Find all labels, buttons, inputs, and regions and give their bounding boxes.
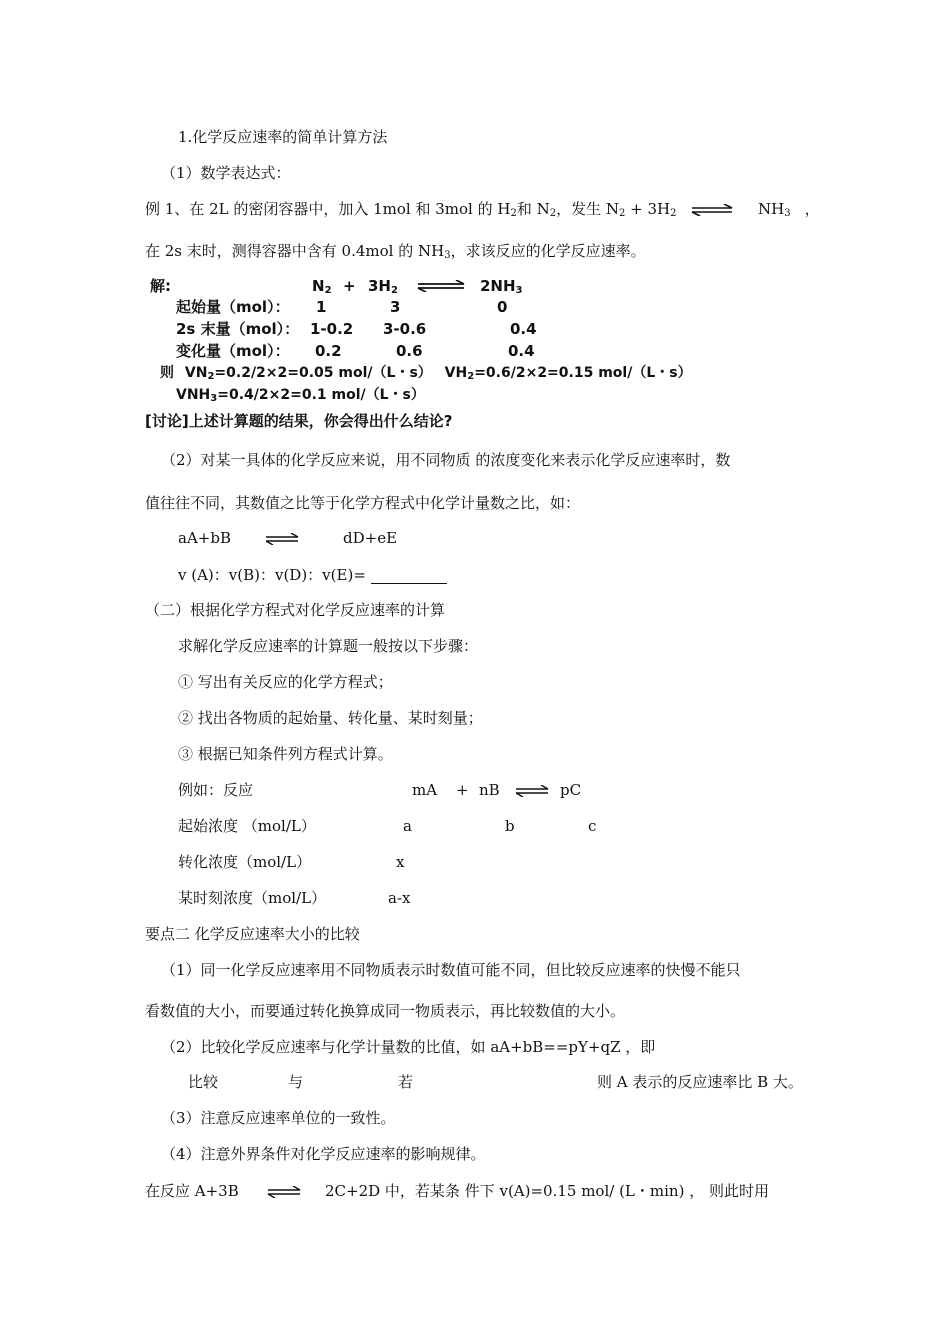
example2-nb: nB <box>479 781 500 799</box>
solution-row1-val: 1 <box>316 298 327 316</box>
solution-row2-val: 1-0.2 <box>310 320 354 338</box>
point2-p2-line1: （2）比较化学反应速率与化学计量数的比值，如 aA+bB==pY+qZ ，即 <box>161 1038 656 1056</box>
equilibrium-arrow-icon <box>266 1186 302 1198</box>
solution-rate-line2: $VNH_3=0.4/2\times 2=0.1$ mol/（L・s） <box>176 387 425 404</box>
example1-line2: 在 2s 末时，测得容器中含有 0.4mol 的 $NH_3$，求该反应的化学反应速率。 <box>145 242 646 261</box>
solution-row2-val: 0.4 <box>510 320 537 338</box>
step-item: ② 找出各物质的起始量、转化量、某时刻量； <box>178 709 483 727</box>
generic-eq-right: dD+eE <box>343 529 398 547</box>
solution-eq-n2: $N_2$ <box>312 277 332 296</box>
point2-p1-line1: （1）同一化学反应速率用不同物质表示时数值可能不同，但比较反应速率的快慢不能只 <box>161 961 741 979</box>
point2-p2-word: 则 A 表示的反应速率比 B 大。 <box>597 1073 803 1091</box>
solution-label: 解: <box>150 277 171 295</box>
equilibrium-arrow-icon <box>514 785 550 797</box>
equilibrium-arrow-icon <box>264 533 300 545</box>
solution-row3-val: 0.6 <box>396 342 423 360</box>
example2-pc: pC <box>560 781 582 799</box>
sub2-line2: 值往往不同，其数值之比等于化学方程式中化学计量数之比，如： <box>145 494 581 512</box>
solution-row2-val: 3-0.6 <box>383 320 427 338</box>
section2-title: （二）根据化学方程式对化学反应速率的计算 <box>145 601 446 619</box>
example1-line1: 例 1、在 2L 的密闭容器中，加入 1mol 和 3mol 的 $H_2$和 $N_2$，发生 $N_2 + 3H_2$ <box>145 200 677 219</box>
example2-label: 例如：反应 <box>178 781 254 799</box>
steps-intro: 求解化学反应速率的计算题一般按以下步骤： <box>178 637 479 655</box>
example2-ma: mA <box>412 781 438 799</box>
example2-row1-val: a <box>403 817 412 835</box>
ratio-line: v (A)：v(B)：v(D)：v(E)= <box>178 566 447 584</box>
point2-p2-word: 若 <box>398 1073 414 1091</box>
solution-row1-val: 3 <box>390 298 401 316</box>
point2-p2-word: 比较 <box>188 1073 219 1091</box>
discussion: [讨论]上述计算题的结果，你会得出什么结论? <box>145 412 453 430</box>
solution-eq-3h2: $3H_2$ <box>368 277 398 296</box>
solution-row2-label: 2s 末量（mol）： <box>176 320 300 338</box>
example2-row2-val: x <box>396 853 405 871</box>
equilibrium-arrow-icon <box>690 204 734 216</box>
solution-eq-plus: + <box>343 277 356 295</box>
solution-eq-2nh3: $2NH_3$ <box>480 277 523 296</box>
last-line-pre: 在反应 A+3B <box>145 1182 239 1200</box>
answer-blank[interactable] <box>371 569 447 584</box>
point2-p4: （4）注意外界条件对化学反应速率的影响规律。 <box>161 1145 486 1163</box>
generic-eq-left: aA+bB <box>178 529 231 547</box>
example1-nh3: $NH_3$ ， <box>758 200 820 219</box>
point2-p2-word: 与 <box>288 1073 304 1091</box>
example2-row3-label: 某时刻浓度（mol/L） <box>178 889 327 907</box>
example2-row1-val: c <box>588 817 597 835</box>
sub2-line1: （2）对某一具体的化学反应来说，用不同物质 的浓度变化来表示化学反应速率时，数 <box>161 451 731 469</box>
solution-row1-val: 0 <box>497 298 508 316</box>
example2-row3-val: a-x <box>388 889 411 907</box>
point2-p3: （3）注意反应速率单位的一致性。 <box>161 1109 396 1127</box>
example2-row1-label: 起始浓度 （mol/L） <box>178 817 316 835</box>
point2-p1-line2: 看数值的大小，而要通过转化换算成同一物质表示，再比较数值的大小。 <box>145 1002 626 1020</box>
section1-title: 1.化学反应速率的简单计算方法 <box>178 128 388 146</box>
solution-row1-label: 起始量（mol）： <box>176 298 290 316</box>
subheading-1: （1）数学表达式： <box>161 164 291 182</box>
last-line-post: 2C+2D 中，若某条 件下 v(A)=0.15 mol/ (L・min) ， 则此时用 <box>325 1182 769 1200</box>
example2-plus: + <box>456 781 469 799</box>
equilibrium-arrow-icon <box>416 280 466 292</box>
solution-row3-val: 0.2 <box>315 342 342 360</box>
solution-rate-line1: 则 $VN_2=0.2/2\times 2=0.05$ mol/（L・s） $VH_2=0.6/2\times 2=0.15$ mol/（L・s） <box>160 365 692 382</box>
example2-row1-val: b <box>505 817 515 835</box>
example2-row2-label: 转化浓度（mol/L） <box>178 853 312 871</box>
solution-row3-val: 0.4 <box>508 342 535 360</box>
solution-row3-label: 变化量（mol）： <box>176 342 290 360</box>
point2-title: 要点二 化学反应速率大小的比较 <box>145 925 360 943</box>
step-item: ① 写出有关反应的化学方程式； <box>178 673 393 691</box>
step-item: ③ 根据已知条件列方程式计算。 <box>178 745 393 763</box>
